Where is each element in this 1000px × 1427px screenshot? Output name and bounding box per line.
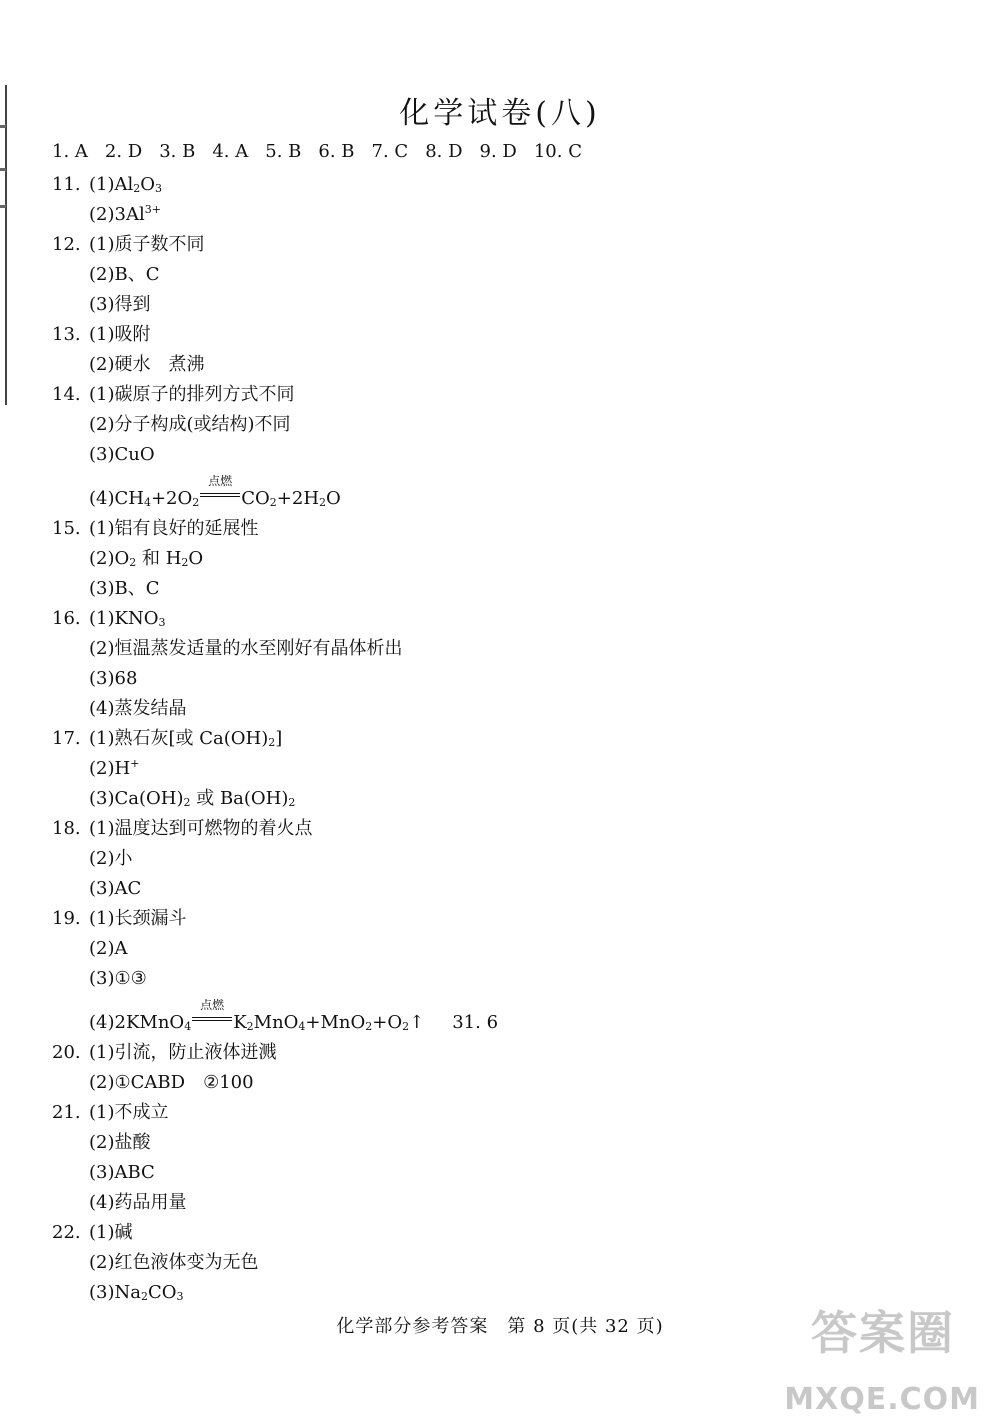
watermark-text: 答案圈 [811,1306,955,1360]
answer-line: (3)得到 [89,294,151,315]
answer-line: (2)小 [89,848,133,869]
answer-line: 16. $(1)KNO_3$ [52,604,952,634]
answer-line: 20. (1)引流，防止液体迸溅 [52,1038,952,1068]
question-16 [52,604,952,724]
reaction-condition: 点燃 [200,998,225,1012]
question-19 [52,904,952,1038]
multiple-choice-answers [52,141,599,162]
question-21 [52,1098,952,1218]
chemical-equation: $(4)CH_4+2O_2$ 点燃 $CO_2+2H_2O$ [89,474,341,509]
mc-answer: 8. D [425,141,463,162]
question-15 [52,514,952,604]
question-number: 22. [52,1222,81,1243]
answer-line: (2)恒温蒸发适量的水至刚好有晶体析出 [89,638,403,659]
question-14 [52,380,952,514]
answer-line: 18. (1)温度达到可燃物的着火点 [52,814,952,844]
answer-line: $(3)Na_2CO_3$ [89,1282,184,1303]
question-22 [52,1218,952,1308]
question-number: 12. [52,234,81,255]
answer-line: $(2)3Al^{3+}$ [89,203,161,225]
answer-line: (2)B、C [89,264,160,285]
answer-line: 22. (1)碱 [52,1218,952,1248]
gas-arrow-icon: ↑ [409,1012,425,1033]
question-20 [52,1038,952,1098]
question-number: 11. [52,174,81,195]
question-number: 19. [52,908,81,929]
mc-answer: 7. C [371,141,409,162]
scan-edge-line [5,85,7,405]
question-17 [52,724,952,814]
page-title: 化学试卷(八) [399,96,601,131]
page-footer: 化学部分参考答案 第 8 页(共 32 页) [336,1316,664,1337]
question-number: 17. [52,728,81,749]
answer-list [52,170,952,1308]
answer-line: (4)蒸发结晶 [89,698,187,719]
question-number: 20. [52,1042,81,1063]
reaction-condition-arrow [200,474,240,500]
scan-edge-mark [0,205,6,208]
watermark-logo [760,1297,980,1417]
question-number: 18. [52,818,81,839]
answer-line: (3)68 [89,668,138,689]
answer-line: $(2)O_2$ 和 $H_2O$ [89,548,204,569]
answer-line: (3)AC [89,878,142,899]
answer-line: 19. (1)长颈漏斗 [52,904,952,934]
chemical-equation: (4)2KMnO$_4$ 点燃 $K_2MnO_4+MnO_2+O_2↑$ 31. 6 [89,998,499,1033]
answer-line: (2)H+ [89,757,140,779]
answer-line: (2)A [89,938,128,959]
answer-line: 13. (1)吸附 [52,320,952,350]
mc-answer: 2. D [104,141,143,162]
mc-answer: 6. B [318,141,355,162]
watermark-url: MXQE.COM [784,1382,980,1417]
question-13 [52,320,952,380]
question-number: 21. [52,1102,81,1123]
answer-line: (2)红色液体变为无色 [89,1252,259,1273]
mc-answer: 4. A [212,141,249,162]
answer-line: (3)①③ [89,968,147,989]
mc-answer: 1. A [52,141,88,162]
answer-line: (2)①CABD ②100 [89,1072,254,1093]
answer-line: (3)CuO [89,444,155,465]
answer-line: $(3)Ca(OH)_2$ 或 $Ba(OH)_2$ [89,788,296,809]
answer-line: (2)盐酸 [89,1132,151,1153]
answer-line: (3)B、C [89,578,160,599]
answer-line: 15. (1)铝有良好的延展性 [52,514,952,544]
answer-line: (3)ABC [89,1162,155,1183]
mc-answer: 5. B [265,141,302,162]
question-number: 16. [52,608,81,629]
question-18 [52,814,952,904]
answer-line: (2)硬水 煮沸 [89,354,205,375]
answer-line: 14. (1)碳原子的排列方式不同 [52,380,952,410]
question-number: 14. [52,384,81,405]
question-12 [52,230,952,320]
question-number: 13. [52,324,81,345]
scan-edge-mark [0,168,6,171]
answer-line: (4)药品用量 [89,1192,187,1213]
question-number: 15. [52,518,81,539]
mc-answer: 10. C [533,141,582,162]
question-11 [52,170,952,230]
reaction-condition: 点燃 [208,474,233,488]
answer-line: 17. (1)熟石灰[或 $Ca(OH)_2$] [52,724,952,754]
answer-line: (2)分子构成(或结构)不同 [89,414,291,435]
answer-line: 11. $(1)Al_2O_3$ [52,170,952,200]
reaction-condition-arrow [192,998,232,1024]
answer-line: 12. (1)质子数不同 [52,230,952,260]
answer-line: 21. (1)不成立 [52,1098,952,1128]
mc-answer: 3. B [159,141,196,162]
mc-answer: 9. D [479,141,517,162]
